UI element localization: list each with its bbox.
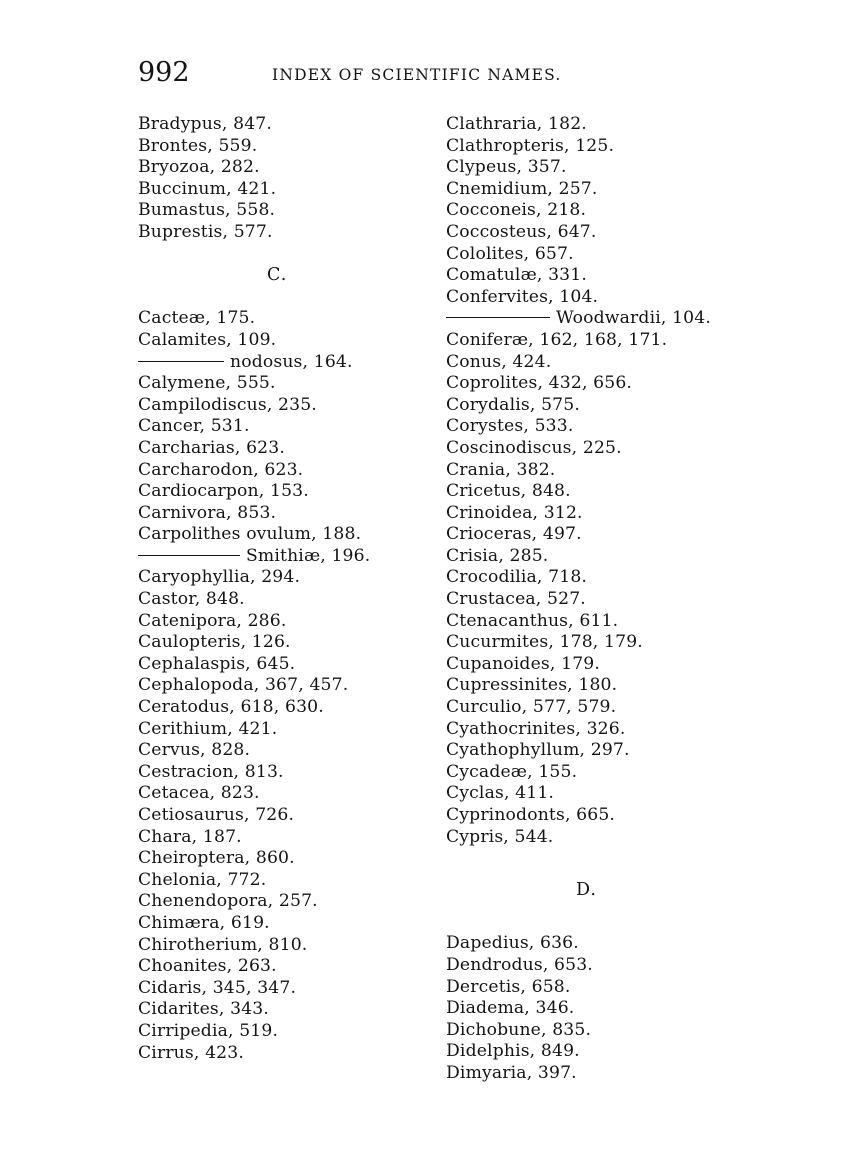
index-entry: Ctenacanthus, 611. — [446, 610, 619, 631]
index-entry: Chirotherium, 810. — [138, 934, 308, 955]
index-entry: Crinoidea, 312. — [446, 502, 583, 523]
index-entry-continuation — [138, 352, 438, 374]
index-entry: Chimæra, 619. — [138, 912, 270, 933]
index-entry: Brontes, 559. — [138, 135, 258, 156]
index-entry: Cocconeis, 218. — [446, 200, 587, 221]
index-entry: Bumastus, 558. — [138, 200, 276, 221]
index-entry: Caulopteris, 126. — [138, 632, 291, 653]
section-spacer — [446, 901, 746, 933]
page-number: 992 — [138, 57, 190, 88]
index-entry: Cirrus, 423. — [138, 1042, 244, 1063]
index-entry: Carpolithes ovulum, 188. — [138, 524, 362, 545]
index-entry: Cheiroptera, 860. — [138, 848, 295, 869]
continuation-text: nodosus, 164. — [230, 351, 353, 372]
index-entry: Crustacea, 527. — [446, 589, 586, 610]
index-entry: Dapedius, 636. — [446, 933, 579, 954]
index-entry: Crania, 382. — [446, 459, 556, 480]
index-entry: Cetacea, 823. — [138, 783, 260, 804]
entry-group-c3 — [138, 567, 438, 1064]
index-entry: Crisia, 285. — [446, 545, 549, 566]
index-entry: Cephalopoda, 367, 457. — [138, 675, 349, 696]
index-entry: Cirripedia, 519. — [138, 1020, 279, 1041]
index-column-left — [138, 114, 438, 1064]
index-entry: Clathraria, 182. — [446, 114, 587, 134]
index-entry: Confervites, 104. — [446, 286, 599, 307]
section-letter-c: C. — [267, 265, 288, 286]
index-entry: Coscinodiscus, 225. — [446, 437, 622, 458]
index-entry: Cyathophyllum, 297. — [446, 740, 630, 761]
index-entry: Cidaris, 345, 347. — [138, 977, 297, 998]
index-entry: Comatulæ, 331. — [446, 265, 587, 286]
section-spacer — [446, 870, 746, 880]
section-spacer — [138, 244, 438, 266]
index-entry: Cnemidium, 257. — [446, 178, 598, 199]
index-entry: Catenipora, 286. — [138, 610, 287, 631]
section-spacer — [446, 848, 746, 870]
index-entry: Cyathocrinites, 326. — [446, 718, 626, 739]
index-entry: Buprestis, 577. — [138, 221, 273, 242]
index-entry: Choanites, 263. — [138, 956, 277, 977]
entry-group-c2 — [446, 330, 746, 848]
index-entry: Ceratodus, 618, 630. — [138, 697, 324, 718]
index-entry: Dimyaria, 397. — [446, 1062, 577, 1083]
index-entry: Carnivora, 853. — [138, 502, 277, 523]
index-column-right — [446, 114, 746, 1085]
index-entry: Campilodiscus, 235. — [138, 394, 317, 415]
index-entry: Cyclas, 411. — [446, 783, 555, 804]
index-entry: Coniferæ, 162, 168, 171. — [446, 329, 668, 350]
index-entry: Bryozoa, 282. — [138, 157, 260, 178]
index-entry: Diadema, 346. — [446, 998, 575, 1019]
index-entry: Clypeus, 357. — [446, 157, 567, 178]
index-entry: Clathropteris, 125. — [446, 135, 615, 156]
page-header — [0, 0, 850, 110]
index-entry: Cyprinodonts, 665. — [446, 805, 616, 825]
index-entry: Cardiocarpon, 153. — [138, 481, 309, 502]
entry-group-c1 — [138, 308, 438, 351]
index-entry: Bradypus, 847. — [138, 114, 272, 134]
index-entry-continuation — [446, 308, 746, 330]
index-entry: Castor, 848. — [138, 589, 245, 610]
continuation-text: Woodwardii, 104. — [556, 308, 711, 329]
index-entry: Cervus, 828. — [138, 740, 251, 761]
index-entry: Cetiosaurus, 726. — [138, 805, 295, 825]
index-entry: Cucurmites, 178, 179. — [446, 632, 643, 653]
continuation-text: Smithiæ, 196. — [246, 545, 371, 566]
index-entry: Crocodilia, 718. — [446, 567, 588, 588]
entry-group-c2 — [138, 373, 438, 546]
index-entry: Curculio, 577, 579. — [446, 697, 617, 718]
entry-group-c1 — [446, 114, 746, 308]
entry-group-d — [446, 933, 746, 1084]
index-entry: Buccinum, 421. — [138, 178, 277, 199]
entry-group-b — [138, 114, 438, 244]
index-entry: Crioceras, 497. — [446, 524, 582, 545]
index-entry: Coccosteus, 647. — [446, 221, 597, 242]
index-entry: Caryophyllia, 294. — [138, 567, 301, 588]
section-letter-d: D. — [576, 879, 597, 900]
index-entry: Cancer, 531. — [138, 416, 250, 437]
ditto-rule — [138, 555, 240, 556]
index-entry: Coprolites, 432, 656. — [446, 373, 633, 394]
index-entry: Corydalis, 575. — [446, 394, 580, 415]
index-entry: Cestracion, 813. — [138, 761, 284, 782]
running-title: INDEX OF SCIENTIFIC NAMES. — [272, 66, 562, 84]
index-entry: Cricetus, 848. — [446, 481, 571, 502]
index-entry: Corystes, 533. — [446, 416, 574, 437]
index-entry: Cololites, 657. — [446, 243, 574, 264]
index-entry: Cypris, 544. — [446, 826, 554, 847]
index-entry: Chenendopora, 257. — [138, 891, 318, 912]
index-entry: Dichobune, 835. — [446, 1019, 592, 1040]
section-spacer — [138, 287, 438, 309]
index-entry: Cerithium, 421. — [138, 718, 278, 739]
index-entry: Carcharodon, 623. — [138, 459, 304, 480]
index-entry: Cephalaspis, 645. — [138, 653, 296, 674]
index-entry-continuation — [138, 546, 438, 568]
ditto-rule — [446, 317, 550, 318]
index-entry: Chelonia, 772. — [138, 869, 267, 890]
index-entry: Cacteæ, 175. — [138, 308, 256, 329]
index-entry: Dercetis, 658. — [446, 976, 571, 997]
index-entry: Dendrodus, 653. — [446, 954, 593, 975]
index-entry: Calymene, 555. — [138, 373, 276, 394]
index-entry: Cycadeæ, 155. — [446, 761, 578, 782]
index-entry: Didelphis, 849. — [446, 1041, 580, 1062]
index-entry: Carcharias, 623. — [138, 437, 285, 458]
index-entry: Cupanoides, 179. — [446, 653, 600, 674]
index-entry: Cidarites, 343. — [138, 999, 269, 1020]
index-entry: Conus, 424. — [446, 351, 552, 372]
ditto-rule — [138, 361, 224, 362]
index-entry: Chara, 187. — [138, 826, 242, 847]
index-entry: Cupressinites, 180. — [446, 675, 618, 696]
index-entry: Calamites, 109. — [138, 329, 277, 350]
